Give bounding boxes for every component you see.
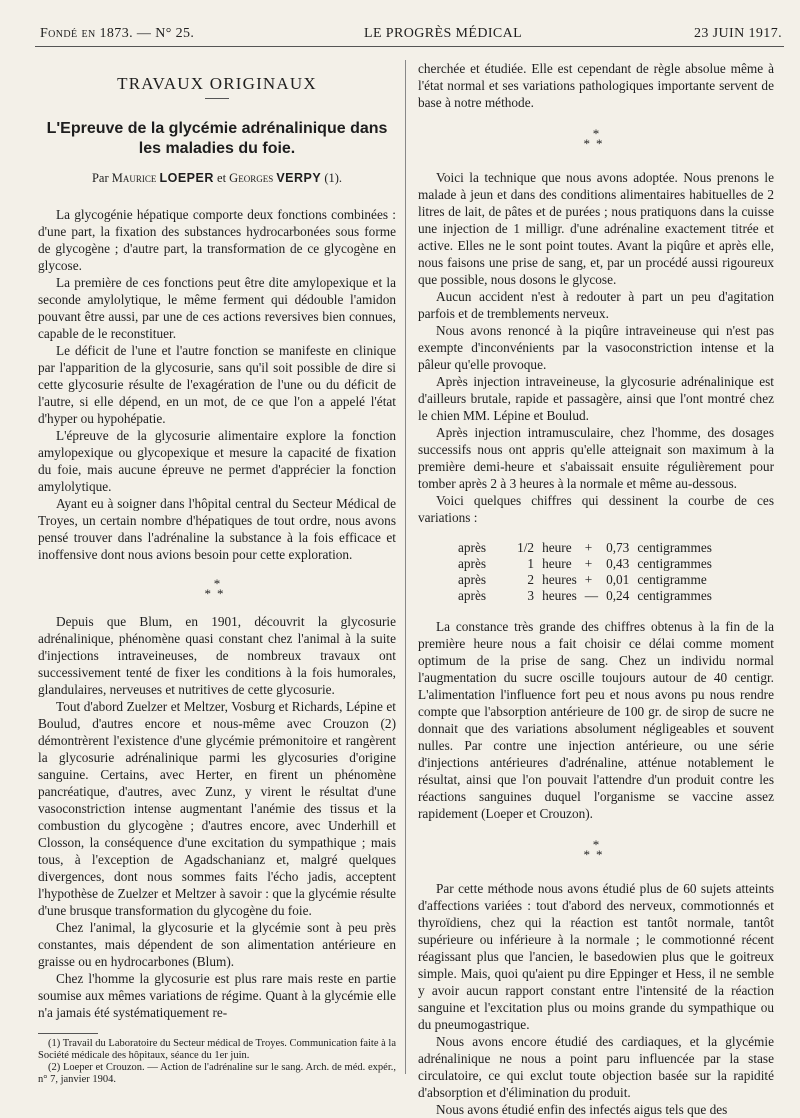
asterism-bottom: **	[204, 586, 230, 601]
asterism	[418, 837, 774, 862]
dose-sign: +	[584, 572, 593, 587]
dose-unit: heures	[542, 572, 577, 587]
section-title: TRAVAUX ORIGINAUX	[117, 74, 317, 93]
footnotes	[38, 1038, 396, 1086]
dose-row	[458, 540, 720, 556]
asterism-top: *	[213, 576, 221, 591]
asterism-top: *	[592, 126, 600, 141]
paragraph: La première de ces fonctions peut être dite amylopexique et la seconde amylolytique, le même ferment qui dédouble l'amidon pouvant être aussi, par une de ces actions reversives bien connues, capable de le reconstituer.	[38, 275, 396, 341]
dose-label: après	[458, 540, 487, 555]
dose-measure: centigrammes	[637, 588, 712, 603]
paragraph: Voici quelques chiffres qui dessinent la courbe de ces variations :	[418, 493, 774, 525]
dose-table	[458, 540, 720, 604]
paragraph: Après injection intramusculaire, chez l'homme, des dosages successifs nous ont appris qu'elle atteignait son maximum à la première demi-heure et s'abaissait ensuite régulièrement pour tomber après 2 à 3 heures à la normale et même au-dessous.	[418, 425, 774, 491]
dose-sign: +	[584, 556, 593, 571]
paragraph: Chez l'homme la glycosurie est plus rare mais reste en partie soumise aux mêmes variations de régime. Quant à la glycémie elle n'a jamais été systématiquement re-	[38, 971, 396, 1020]
asterism-bottom: **	[583, 847, 609, 862]
paragraph: Aucun accident n'est à redouter à part un peu d'agitation parfois et de tremblements nerveux.	[418, 289, 774, 321]
right-column	[418, 60, 774, 1118]
running-head-left: Fondé en 1873. — N° 25.	[40, 26, 195, 41]
running-head-journal: LE PROGRÈS MÉDICAL	[364, 26, 523, 41]
left-column	[38, 58, 396, 1086]
author1-first: Maurice	[111, 171, 157, 185]
paragraph: Voici la technique que nous avons adoptée. Nous prenons le malade à jeun et dans des conditions alimentaires habituelles de 2 litres de lait, de pâtes et de purées ; nous pratiquons dans la cuisse une injection de 1 milligr. d'une adrénaline exactement titrée et active. Elles ne le sont point toutes. Avant la piqûre et après elle, nous faisons une prise de sang, et, par un procédé aussi rigoureux que possible, nous dosons le glycose.	[418, 170, 774, 287]
paragraph: La glycogénie hépatique comporte deux fonctions combinées : d'une part, la fixation des substances hydrocarbonées sous forme de glycogène ; d'autre part, la transformation de ce glycogène en glycose.	[38, 207, 396, 273]
paragraph: Par cette méthode nous avons étudié plus de 60 sujets atteints d'affections variées : tout d'abord des nerveux, commotionnés et thyroïdiens, chez qui la réaction est tantôt normale, tantôt supérieure ou inférieure à la normale ; le commotionné récent réagissant plus que l'ancien, le basedowien plus que le goitreux simple. Mais, quoi qu'aient pu dire Eppinger et Hess, il ne semble y avoir aucun rapport constant entre l'intensité de la réaction sanguine et l'excitation plus ou moins grande du sympathique ou du pneumogastrique.	[418, 881, 774, 1032]
article-title: L'Epreuve de la glycémie adrénalinique dans les maladies du foie.	[46, 120, 388, 157]
asterism-top: *	[592, 837, 600, 852]
footnote: (1) Travail du Laboratoire du Secteur médical de Troyes. Communication faite à la Société médicale des hôpitaux, séance du 1er juin.	[38, 1038, 396, 1061]
author1-last: LOEPER	[159, 171, 214, 185]
byline	[38, 170, 396, 187]
dose-label: après	[458, 572, 487, 587]
paragraph: Tout d'abord Zuelzer et Meltzer, Vosburg et Richards, Lépine et Boulud, d'autres encore et nous-même avec Crouzon (2) démontrèrent l'existence d'une glycémie prémonitoire et rangèrent la glycosurie adrénalinique parmi les glycosuries d'origine sanguine. Certains, avec Herter, en firent un phénomène pancréatique, d'autres, avec Zunz, y virent le résultat d'une vasoconstriction intense augmentant l'anémie des tissus et la combustion du glycogène ; d'autres encore, avec Underhill et Closson, la conséquence d'une excitation du sympathique ; mais tous, à l'exception de Agadschanianz et, malgré quelques divergences, dont nous sommes faits l'écho jadis, acceptent l'hypothèse de Zuelzer et Meltzer à savoir : que la glycémie résulte d'une brusque transformation du glycogène du foie.	[38, 699, 396, 918]
dose-row	[458, 556, 720, 572]
dose-label: après	[458, 556, 487, 571]
author2-last: VERPY	[276, 171, 322, 185]
dose-sign: —	[584, 588, 599, 603]
paragraph: Le déficit de l'une et l'autre fonction se manifeste en clinique par l'apparition de la glycosurie, sans qu'il soit possible de dire si cette glycosurie résulte de l'exagération de l'une ou du déficit de l'autre, si elle dépend, en un mot, de ce que l'on a appelé l'état d'hyper ou hypohépatie.	[38, 343, 396, 426]
paragraph: L'épreuve de la glycosurie alimentaire explore la fonction amylopexique ou glycopexique et mesure la capacité de fixation du foie, mais aucune épreuve ne permet d'apprécier la fonction amylolytique.	[38, 428, 396, 494]
asterism	[38, 576, 396, 601]
dose-measure: centigrammes	[637, 556, 712, 571]
paragraph: Nous avons renoncé à la piqûre intraveineuse qui n'est pas exempte d'inconvénients par la vasoconstriction intense et la pâleur qu'elle provoque.	[418, 323, 774, 372]
dose-row	[458, 572, 720, 588]
column-separator	[405, 60, 406, 1074]
running-head	[40, 26, 782, 44]
paragraph: Depuis que Blum, en 1901, découvrit la glycosurie adrénalinique, phénomène quasi constant chez l'animal à la suite d'injections intraveineuses, de nombreux travaux ont successivement tenté de fixer les conditions à la fois humorales, glandulaires, nerveuses et nutritives de cette glycosurie.	[38, 614, 396, 697]
byline-conj: et	[217, 171, 227, 185]
title-dash	[205, 98, 229, 99]
header-rule	[35, 46, 784, 47]
footnote-rule	[38, 1033, 98, 1034]
paragraph: Nous avons étudié enfin des infectés aigus tels que des	[436, 1102, 728, 1117]
dose-label: après	[458, 588, 487, 603]
dose-value: 0,24	[606, 588, 630, 603]
dose-unit: heure	[542, 556, 572, 571]
dose-value: 0,01	[606, 572, 630, 587]
dose-time: 1	[527, 556, 535, 571]
dose-value: 0,73	[606, 540, 630, 555]
dose-sign: +	[584, 540, 593, 555]
dose-measure: centigrammes	[637, 540, 712, 555]
footnote: (2) Loeper et Crouzon. — Action de l'adrénaline sur le sang. Arch. de méd. expér., n° 7, janvier 1904.	[38, 1062, 396, 1085]
paragraph: Après injection intraveineuse, la glycosurie adrénalinique est d'ailleurs brutale, rapide et passagère, ainsi que l'ont montré chez le chien MM. Lépine et Boulud.	[418, 374, 774, 423]
paragraph: La constance très grande des chiffres obtenus à la fin de la première heure nous a fait choisir ce délai comme moment optimum de la prise de sang. Chez un individu normal l'augmentation du sucre oscille toujours autour de 40 centigr. L'alimentation l'influence fort peu et nous avons pu nous rendre compte que l'absorption antérieure de 100 gr. de sirop de sucre ne donnait que des variations absolument négligeables et souvent nulles. Par contre une injection antérieure, ou une série d'injections antérieures d'adrénaline, atténue notablement le résultat, ainsi que l'on pouvait l'attendre d'un produit contre les réactions sanguines duquel l'organisme se vaccine assez rapidement (Loeper et Crouzon).	[418, 619, 774, 821]
byline-prefix: Par	[91, 171, 109, 185]
dose-value: 0,43	[606, 556, 630, 571]
asterism	[418, 126, 774, 151]
dose-time: 1/2	[517, 540, 535, 555]
paragraph: Ayant eu à soigner dans l'hôpital central du Secteur Médical de Troyes, un certain nombre d'hépatiques de tout ordre, nous avons pensé trouver dans l'adrénaline la substance à la fois efficace et inoffensive dont nous avions besoin pour cette exploration.	[38, 496, 396, 562]
dose-unit: heure	[542, 540, 572, 555]
dose-row	[458, 588, 720, 604]
asterism-bottom: **	[583, 136, 609, 151]
author2-first: Georges	[229, 171, 274, 185]
paragraph: Chez l'animal, la glycosurie et la glycémie sont à peu près constantes, mais dépendent de son alimentation antérieure en graisse ou en hydrocarbones (Blum).	[38, 920, 396, 969]
paragraph: cherchée et étudiée. Elle est cependant de règle absolue même à l'état normal et ses variations pathologiques importante servent de base à notre méthode.	[418, 61, 774, 110]
paragraph: Nous avons encore étudié des cardiaques, et la glycémie adrénalinique ne nous a point paru influencée par la stase circulatoire, ce qui exclut toute objection basée sur la rapidité d'absorption et d'élimination du produit.	[418, 1034, 774, 1100]
running-head-date: 23 JUIN 1917.	[693, 26, 782, 41]
dose-time: 3	[527, 588, 535, 603]
dose-unit: heures	[542, 588, 577, 603]
dose-measure: centigramme	[637, 572, 707, 587]
dose-time: 2	[527, 572, 535, 587]
byline-note: (1).	[324, 171, 343, 185]
